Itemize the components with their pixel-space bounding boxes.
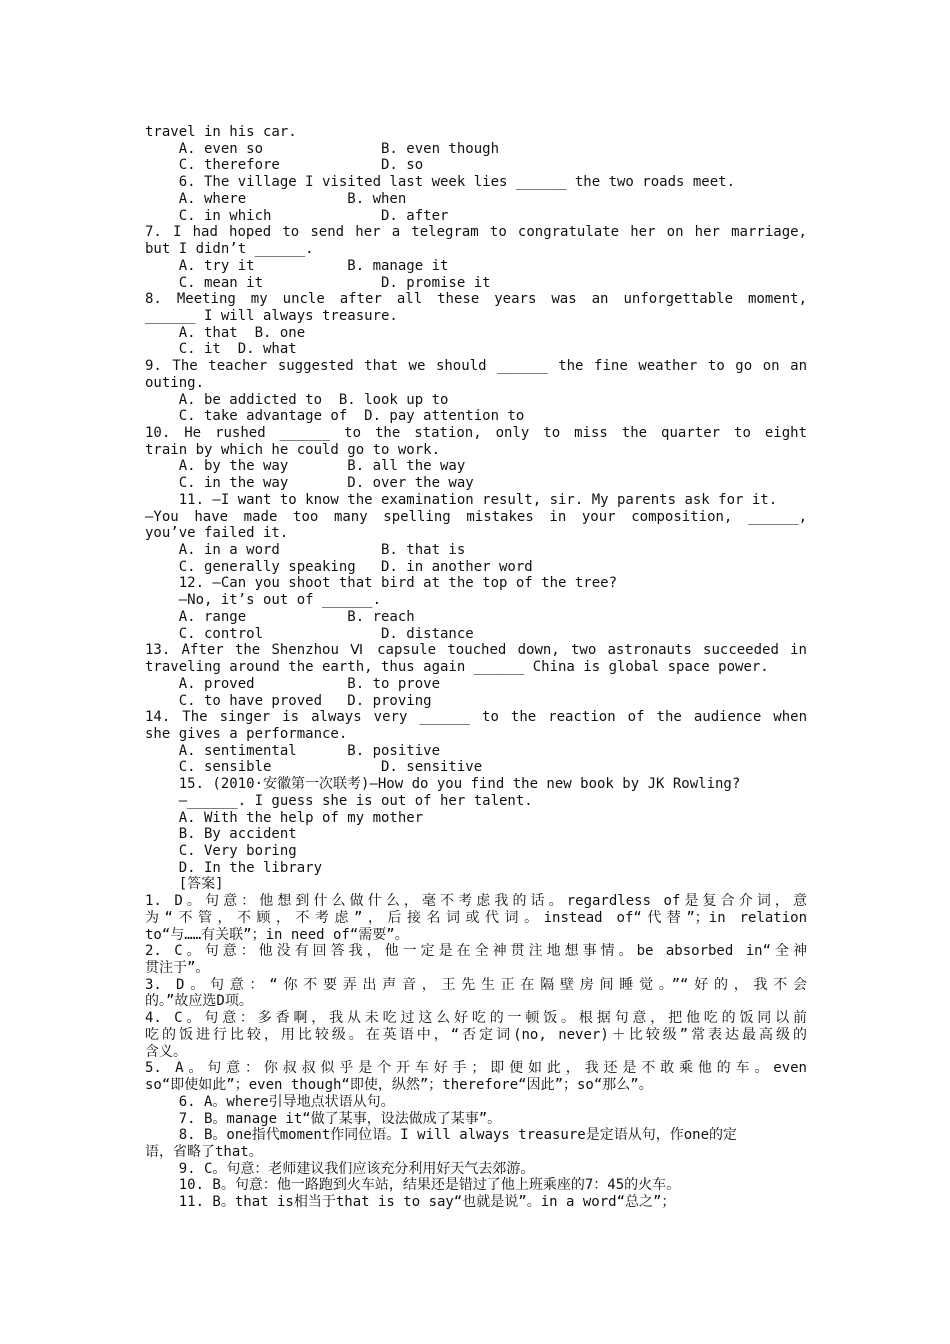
text-line: ______ I will always treasure. bbox=[145, 307, 398, 324]
text-line: 5. A。句意：你叔叔似乎是个开车好手；即便如此，我还是不敢乘他的车。even bbox=[145, 1060, 807, 1077]
text-line: C. generally speaking D. in another word bbox=[145, 558, 533, 575]
text-line: outing. bbox=[145, 374, 205, 391]
text-line: 9. C。句意：老师建议我们应该充分利用好天气去郊游。 bbox=[145, 1160, 535, 1177]
text-line: B. By accident bbox=[145, 826, 297, 843]
text-line: 6. The village I visited last week lies ______ the two roads meet. bbox=[145, 174, 736, 191]
text-line: A. be addicted to B. look up to bbox=[145, 391, 449, 408]
text-line: but I didn’t ______. bbox=[145, 241, 314, 257]
text-line: 3. D。句意：“你不要弄出声音，王先生正在隔壁房间睡觉。”“好的，我不会 bbox=[145, 976, 807, 993]
text-line: A. that B. one bbox=[145, 324, 306, 341]
text-line: C. take advantage of D. pay attention to bbox=[145, 408, 525, 425]
text-line: 贯注于”。 bbox=[145, 960, 210, 976]
text-line: [答案] bbox=[145, 876, 224, 893]
text-line: C. mean it D. promise it bbox=[145, 274, 491, 291]
text-line: you’ve failed it. bbox=[145, 525, 289, 542]
text-line: A. With the help of my mother bbox=[145, 809, 424, 826]
text-line: C. in the way D. over the way bbox=[145, 475, 474, 492]
text-line: A. sentimental B. positive bbox=[145, 742, 441, 759]
text-line: 13. After the Shenzhou Ⅵ capsule touched down, two astronauts succeeded in bbox=[145, 642, 807, 659]
text-line: 8. B。one指代moment作同位语。I will always treasure是定语从句，作one的定 bbox=[145, 1127, 738, 1144]
text-line: travel in his car. bbox=[145, 124, 297, 140]
text-line: A. where B. when bbox=[145, 190, 407, 207]
text-line: 2. C。句意：他没有回答我，他一定是在全神贯注地想事情。be absorbed in“全神 bbox=[145, 943, 807, 960]
text-line: —No, it’s out of ______. bbox=[145, 592, 382, 609]
text-line: 含义。 bbox=[145, 1043, 187, 1060]
text-line: 14. The singer is always very ______ to the reaction of the audience when bbox=[145, 709, 807, 726]
text-line: A. proved B. to prove bbox=[145, 675, 441, 692]
text-line: she gives a performance. bbox=[145, 725, 348, 742]
text-line: 的。”故应选D项。 bbox=[145, 993, 253, 1010]
text-line: 语，省略了that。 bbox=[145, 1143, 263, 1160]
text-line: D. In the library bbox=[145, 859, 323, 876]
text-line: 11. —I want to know the examination result, sir. My parents ask for it. bbox=[145, 491, 778, 508]
text-line: 吃的饭进行比较，用比较级。在英语中，“否定词(no, never)＋比较级”常表达最高级的 bbox=[145, 1026, 807, 1043]
text-line: A. by the way B. all the way bbox=[145, 458, 466, 475]
text-line: C. control D. distance bbox=[145, 625, 474, 642]
text-line: A. range B. reach bbox=[145, 608, 415, 625]
text-line: C. therefore D. so bbox=[145, 157, 424, 174]
text-line: —You have made too many spelling mistakes in your composition, ______, bbox=[145, 508, 807, 525]
text-line: 4. C。句意：多香啊，我从未吃过这么好吃的一顿饭。根据句意，把他吃的饭同以前 bbox=[145, 1010, 807, 1027]
text-line: 10. B。句意：他一路跑到火车站，结果还是错过了他上班乘座的7：45的火车。 bbox=[145, 1177, 681, 1194]
text-line: A. even so B. even though bbox=[145, 140, 500, 157]
text-line: 1. D。句意：他想到什么做什么，毫不考虑我的话。regardless of是复合介词，意 bbox=[145, 893, 807, 910]
text-line: 7. I had hoped to send her a telegram to congratulate her on her marriage, bbox=[145, 224, 807, 241]
text-line: 9. The teacher suggested that we should ______ the fine weather to go on an bbox=[145, 358, 807, 375]
text-line: 11. B。that is相当于that is to say“也就是说”。in a word“总之”； bbox=[145, 1194, 676, 1211]
text-line: traveling around the earth, thus again ______ China is global space power. bbox=[145, 659, 769, 675]
text-line: 15. (2010·安徽第一次联考)—How do you find the new book by JK Rowling? bbox=[145, 776, 741, 793]
text-line: C. sensible D. sensitive bbox=[145, 759, 483, 776]
text-line: C. to have proved D. proving bbox=[145, 692, 432, 709]
text-line: A. try it B. manage it bbox=[145, 257, 449, 274]
text-line: so“即使如此”；even though“即使，纵然”；therefore“因此”；so“那么”。 bbox=[145, 1077, 653, 1093]
text-line: 为“不管，不顾，不考虑”，后接名词或代词。instead of“代替”；in relation bbox=[145, 909, 807, 926]
text-line: C. Very boring bbox=[145, 843, 297, 859]
text-line: 12. —Can you shoot that bird at the top of the tree? bbox=[145, 575, 618, 592]
text-line: train by which he could go to work. bbox=[145, 441, 441, 458]
text-line: 7. B。manage it“做了某事，设法做成了某事”。 bbox=[145, 1110, 502, 1127]
text-line: to“与……有关联”；in need of“需要”。 bbox=[145, 926, 409, 943]
text-line: C. it D. what bbox=[145, 341, 297, 358]
text-line: —______. I guess she is out of her talent. bbox=[145, 792, 533, 809]
text-line: C. in which D. after bbox=[145, 207, 449, 224]
text-line: 8. Meeting my uncle after all these years was an unforgettable moment, bbox=[145, 291, 807, 308]
text-line: 10. He rushed ______ to the station, only to miss the quarter to eight bbox=[145, 425, 807, 441]
text-line: A. in a word B. that is bbox=[145, 542, 466, 558]
text-line: 6. A。where引导地点状语从句。 bbox=[145, 1093, 395, 1110]
